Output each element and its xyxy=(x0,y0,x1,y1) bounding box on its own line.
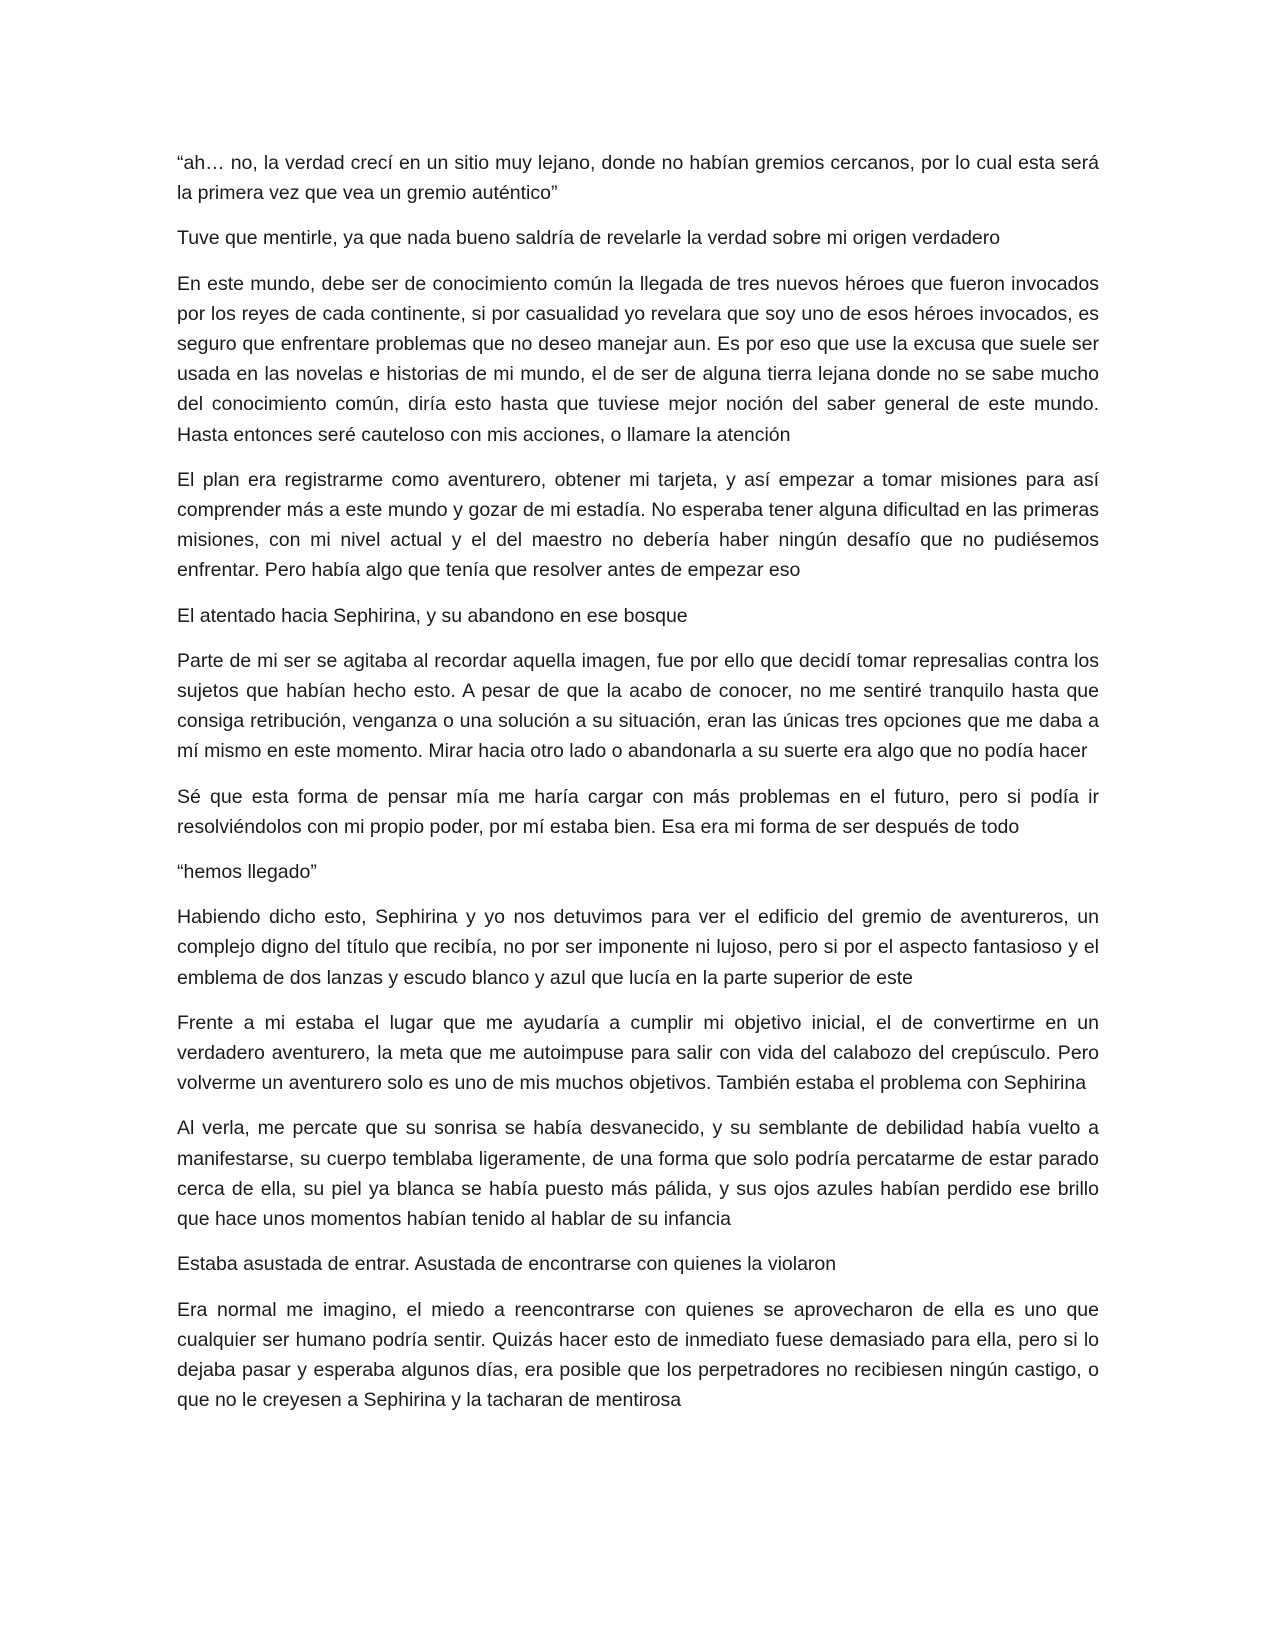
document-page xyxy=(177,148,1099,1430)
paragraph: Parte de mi ser se agitaba al recordar aquella imagen, fue por ello que decidí tomar represalias contra los sujetos que habían hecho esto. A pesar de que la acabo de conocer, no me sentiré tranquilo hasta que consiga retribución, venganza o una solución a su situación, eran las únicas tres opciones que me daba a mí mismo en este momento. Mirar hacia otro lado o abandonarla a su suerte era algo que no podía hacer xyxy=(177,649,1099,763)
paragraph: Frente a mi estaba el lugar que me ayudaría a cumplir mi objetivo inicial, el de convertirme en un verdadero aventurero, la meta que me autoimpuse para salir con vida del calabozo del crepúsculo. Pero volverme un aventurero solo es uno de mis muchos objetivos. También estaba el problema con Sephirina xyxy=(177,1011,1099,1095)
paragraph: Tuve que mentirle, ya que nada bueno saldría de revelarle la verdad sobre mi origen verdadero xyxy=(177,227,1001,250)
paragraph: Habiendo dicho esto, Sephirina y yo nos detuvimos para ver el edificio del gremio de aventureros, un complejo digno del título que recibía, no por ser imponente ni lujoso, pero si por el aspecto fantasioso y el emblema de dos lanzas y escudo blanco y azul que lucía en la parte superior de este xyxy=(177,906,1099,989)
paragraph: En este mundo, debe ser de conocimiento común la llegada de tres nuevos héroes que fueron invocados por los reyes de cada continente, si por casualidad yo revelara que soy uno de esos héroes invocados, es seguro que enfrentare problemas que no deseo manejar aun. Es por eso que use la excusa que suele ser usada en las novelas e historias de mi mundo, el de ser de alguna tierra lejana donde no se sabe mucho del conocimiento común, diría esto hasta que tuviese mejor noción del saber general de este mundo. Hasta entonces seré cauteloso con mis acciones, o llamare la atención xyxy=(177,272,1099,446)
paragraph: El atentado hacia Sephirina, y su abandono en ese bosque xyxy=(177,604,688,627)
paragraph: “hemos llegado” xyxy=(177,861,317,884)
paragraph: Sé que esta forma de pensar mía me haría cargar con más problemas en el futuro, pero si podía ir resolviéndolos con mi propio poder, por mí estaba bien. Esa era mi forma de ser después de todo xyxy=(177,785,1099,838)
paragraph: Era normal me imagino, el miedo a reencontrarse con quienes se aprovecharon de ella es uno que cualquier ser humano podría sentir. Quizás hacer esto de inmediato fuese demasiado para ella, pero si lo dejaba pasar y esperaba algunos días, era posible que los perpetradores no recibiesen ningún castigo, o que no le creyesen a Sephirina y la tacharan de mentirosa xyxy=(177,1298,1099,1412)
paragraph: Estaba asustada de entrar. Asustada de encontrarse con quienes la violaron xyxy=(177,1253,837,1276)
paragraph: Al verla, me percate que su sonrisa se había desvanecido, y su semblante de debilidad había vuelto a manifestarse, su cuerpo temblaba ligeramente, de una forma que solo podría percatarme de estar parado cerca de ella, su piel ya blanca se había puesto más pálida, y sus ojos azules habían perdido ese brillo que hace unos momentos habían tenido al hablar de su infancia xyxy=(177,1117,1099,1231)
paragraph: “ah… no, la verdad crecí en un sitio muy lejano, donde no habían gremios cercanos, por lo cual esta será la primera vez que vea un gremio auténtico” xyxy=(177,152,1099,205)
paragraph: El plan era registrarme como aventurero, obtener mi tarjeta, y así empezar a tomar misiones para así comprender más a este mundo y gozar de mi estadía. No esperaba tener alguna dificultad en las primeras misiones, con mi nivel actual y el del maestro no debería haber ningún desafío que no pudiésemos enfrentar. Pero había algo que tenía que resolver antes de empezar eso xyxy=(177,468,1099,582)
